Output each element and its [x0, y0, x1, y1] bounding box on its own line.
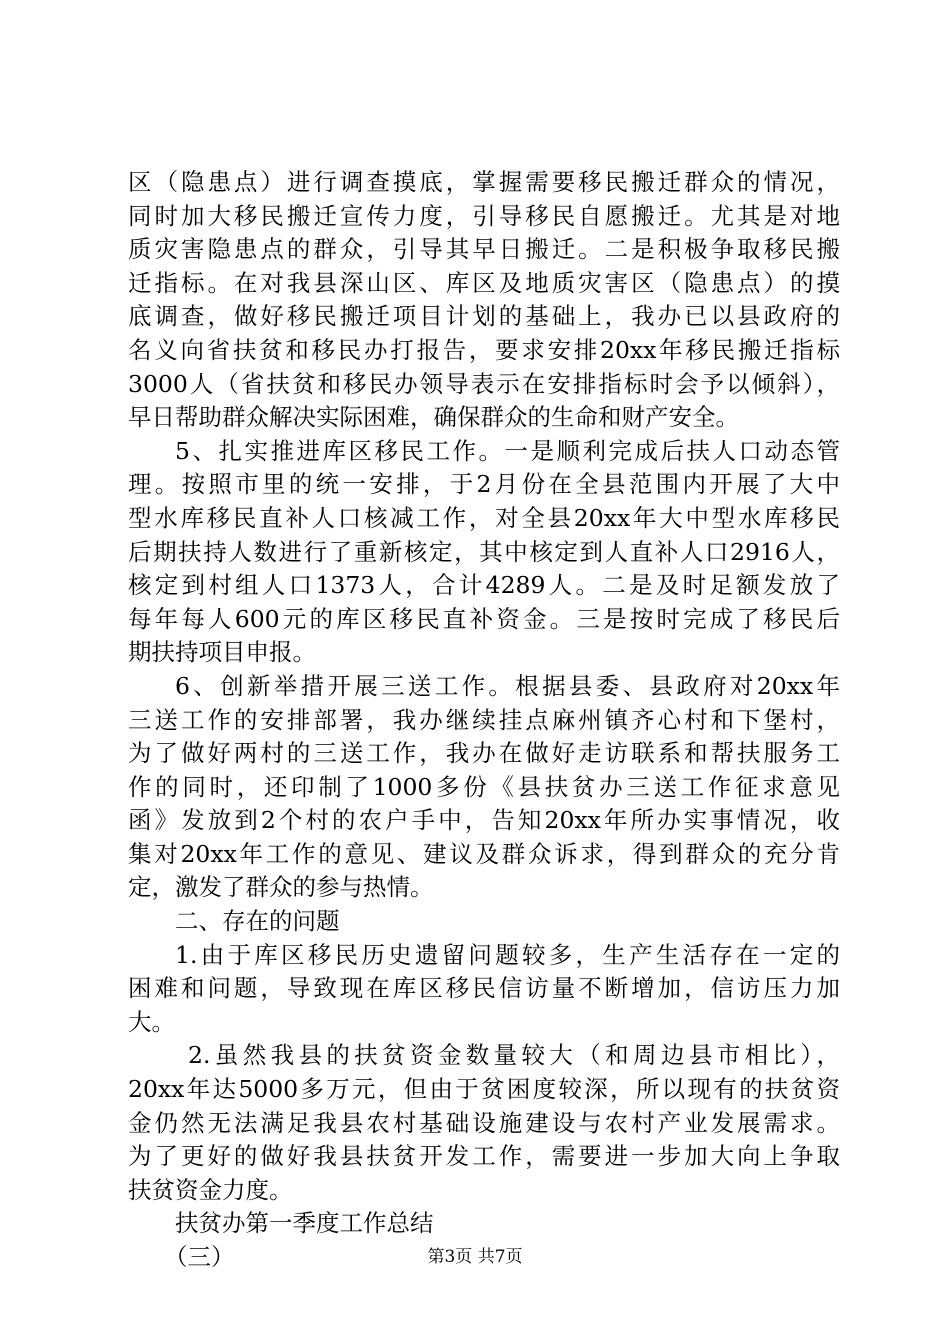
text-line: 期扶持项目申报。 [128, 638, 316, 667]
text-line: 20xx年达5000多万元，但由于贫困度较深，所以现有的扶贫资 [128, 1075, 840, 1104]
text-line: 底调查，做好移民搬迁项目计划的基础上，我办已以县政府的 [128, 302, 840, 331]
text-line: 迁指标。在对我县深山区、库区及地质灾害区（隐患点）的摸 [128, 268, 840, 297]
text-line: 型水库移民直补人口核减工作，对全县20xx年大中型水库移民 [128, 503, 840, 532]
problem-1-line: 1.由于库区移民历史遗留问题较多，生产生活存在一定的 [175, 940, 840, 969]
text-line: 三送工作的安排部署，我办继续挂点麻州镇齐心村和下堡村， [128, 705, 840, 734]
text-line: 困难和问题，导致现在库区移民信访量不断增加，信访压力加 [128, 974, 840, 1003]
text-line: 早日帮助群众解决实际困难，确保群众的生命和财产安全。 [128, 403, 739, 432]
section-6-heading-line: 6、创新举措开展三送工作。根据县委、县政府对20xx年 [175, 671, 840, 700]
text-line: 为了做好两村的三送工作，我办在做好走访联系和帮扶服务工 [128, 739, 840, 768]
text-line: 大。 [128, 1007, 175, 1036]
text-line: 3000人（省扶贫和移民办领导表示在安排指标时会予以倾斜）， [128, 369, 840, 398]
text-line: 集对20xx年工作的意见、建议及群众诉求，得到群众的充分肯 [128, 839, 840, 868]
page-number-label: 第3页 共7页 [427, 1247, 523, 1267]
text-line: 金仍然无法满足我县农村基础设施建设与农村产业发展需求。 [128, 1108, 840, 1137]
text-line: 为了更好的做好我县扶贫开发工作，需要进一步加大向上争取 [128, 1142, 840, 1171]
text-line: 作的同时，还印制了1000多份《县扶贫办三送工作征求意见 [128, 772, 840, 801]
section-5-heading-line: 5、扎实推进库区移民工作。一是顺利完成后扶人口动态管 [175, 436, 840, 465]
document-body [128, 166, 840, 1275]
section-heading-problems: 二、存在的问题 [175, 907, 340, 936]
problem-2-line: 2.虽然我县的扶贫资金数量较大（和周边县市相比）， [188, 1041, 840, 1070]
page-footer [0, 1245, 950, 1269]
text-line: 名义向省扶贫和移民办打报告，要求安排20xx年移民搬迁指标 [128, 335, 840, 364]
text-line: 函》发放到2个村的农户手中，告知20xx年所办实事情况，收 [128, 806, 840, 835]
text-line: 理。按照市里的统一安排，于2月份在全县范围内开展了大中 [128, 470, 840, 499]
text-line: 区（隐患点）进行调查摸底，掌握需要移民搬迁群众的情况， [128, 168, 840, 196]
text-line: 同时加大移民搬迁宣传力度，引导移民自愿搬迁。尤其是对地 [128, 201, 840, 230]
text-line: 质灾害隐患点的群众，引导其早日搬迁。二是积极争取移民搬 [128, 235, 840, 264]
text-line: 核定到村组人口1373人，合计4289人。二是及时足额发放了 [128, 571, 840, 600]
text-line: 定，激发了群众的参与热情。 [128, 873, 434, 902]
document-title-line: 扶贫办第一季度工作总结 [175, 1209, 434, 1238]
section-number-line: （三） [164, 1243, 235, 1271]
text-line: 扶贫资金力度。 [128, 1175, 293, 1204]
text-line: 每年每人600元的库区移民直补资金。三是按时完成了移民后 [128, 604, 840, 633]
text-line: 后期扶持人数进行了重新核定，其中核定到人直补人口2916人， [128, 537, 840, 566]
